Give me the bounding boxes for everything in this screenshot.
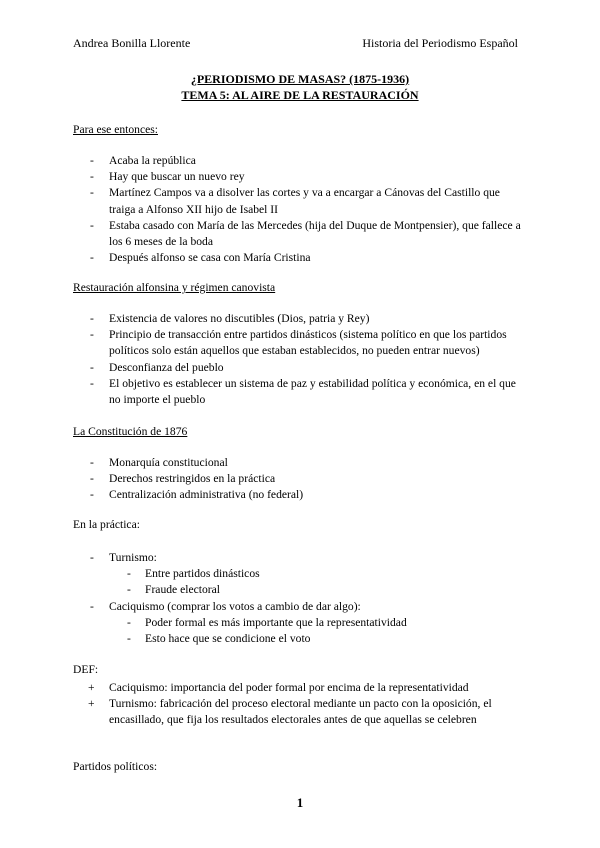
list-item: - Centralización administrativa (no federal) <box>90 488 304 502</box>
list-item: - Acaba la república <box>90 154 196 167</box>
list-constitucion <box>0 455 600 504</box>
sub-list-item: - Fraude electoral <box>127 583 220 597</box>
list-item: + Turnismo: fabricación del proceso electoral mediante un pacto con la oposición, el encasillado, que fija los resultados electorales antes de que aquellas se celebren <box>88 697 492 727</box>
list-item: + Caciquismo: importancia del poder formal por encima de la representatividad <box>88 681 469 694</box>
list-entonces <box>0 153 600 266</box>
list-item: - Martínez Campos va a disolver las cortes y va a encargar a Cánovas del Castillo que traiga a Alfonso XII hijo de Isabel II <box>90 186 500 216</box>
list-def <box>0 680 600 729</box>
page-number: 1 <box>296 795 304 810</box>
header-course: Historia del Periodismo Español <box>362 36 518 50</box>
section-heading-partidos: Partidos políticos: <box>73 760 158 773</box>
section-heading-constitucion: La Constitución de 1876 <box>73 425 188 438</box>
sub-list-item: - Poder formal es más importante que la representatividad <box>127 615 407 629</box>
section-heading-practica: En la práctica: <box>73 518 140 531</box>
list-item: - Derechos restringidos en la práctica <box>90 472 276 486</box>
section-heading-def: DEF: <box>73 663 99 676</box>
sub-list-item: - Esto hace que se condicione el voto <box>127 632 311 646</box>
header-author: Andrea Bonilla Llorente <box>73 36 191 50</box>
list-item: - Estaba casado con María de las Mercedes (hija del Duque de Montpensier), que fallece a los 6 meses de la boda <box>90 218 521 249</box>
list-item: - Turnismo: <box>90 551 157 564</box>
list-item: - Hay que buscar un nuevo rey <box>90 170 245 184</box>
list-item: - Principio de transacción entre partidos dinásticos (sistema político en que los partidos políticos solo están aquellos que estaban establecidos, no pueden entrar nuevos) <box>90 328 507 358</box>
list-item: - Desconfianza del pueblo <box>90 360 224 374</box>
sub-list-item: - Entre partidos dinásticos <box>127 567 260 581</box>
list-item: - Existencia de valores no discutibles (Dios, patria y Rey) <box>90 312 370 325</box>
list-item: - Monarquía constitucional <box>90 456 228 469</box>
list-item: - Después alfonso se casa con María Cristina <box>90 251 311 265</box>
list-practica <box>0 550 600 647</box>
list-restauracion <box>0 311 600 408</box>
section-heading-entonces: Para ese entonces: <box>73 123 158 136</box>
list-item: - El objetivo es establecer un sistema de paz y estabilidad política y económica, en el que no importe el pueblo <box>90 376 516 407</box>
title-line-1: ¿PERIODISMO DE MASAS? (1875-1936) <box>190 72 410 86</box>
list-item: - Caciquismo (comprar los votos a cambio de dar algo): <box>90 599 361 613</box>
section-heading-restauracion: Restauración alfonsina y régimen canovista <box>73 281 276 294</box>
title-line-2: TEMA 5: AL AIRE DE LA RESTAURACIÓN <box>181 88 419 102</box>
